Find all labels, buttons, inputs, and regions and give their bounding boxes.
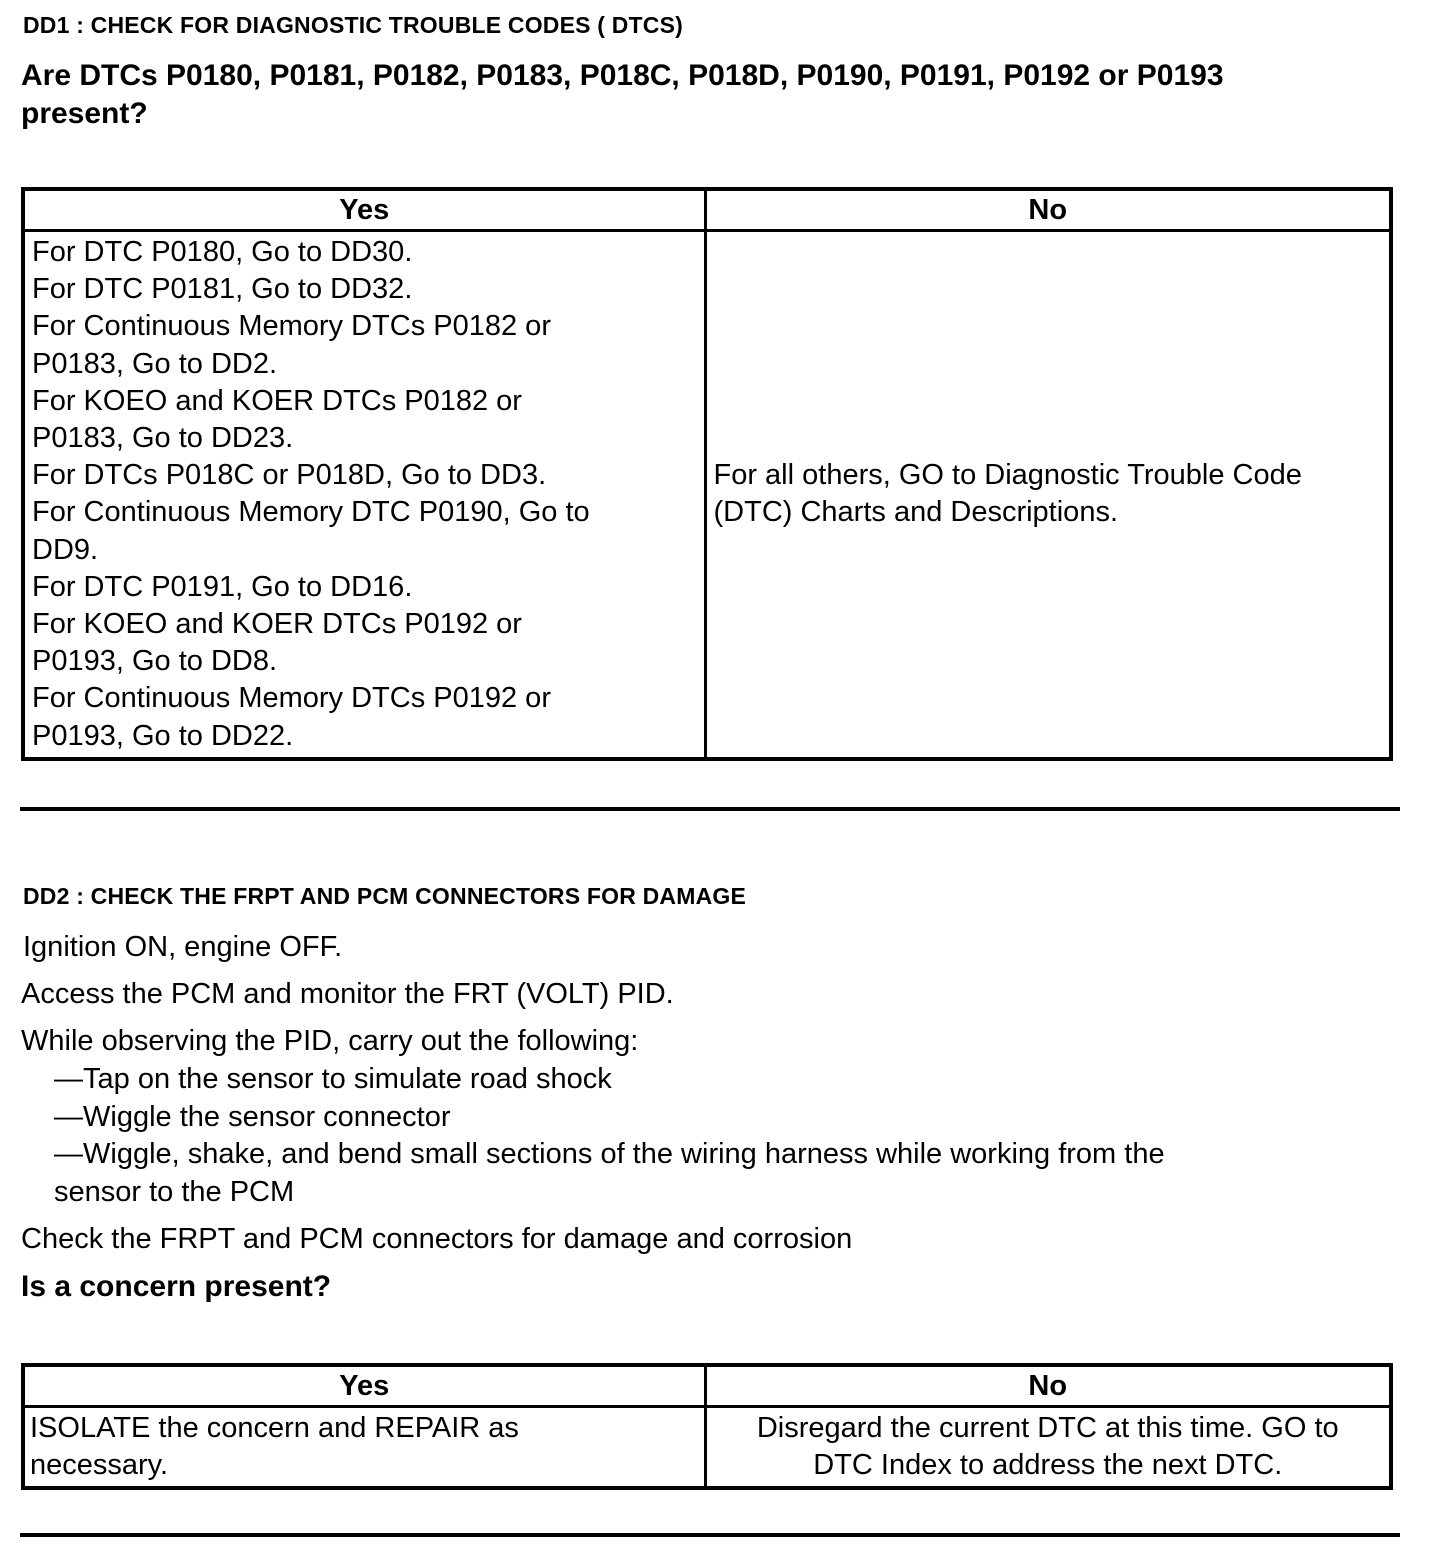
dd2-step-ignition: Ignition ON, engine OFF. [23, 931, 343, 963]
dd2-bullet-item: —Tap on the sensor to simulate road shock [54, 1063, 612, 1095]
dd1-no-header: No [705, 189, 1391, 231]
dd2-step-title: DD2 : CHECK THE FRPT AND PCM CONNECTORS FOR DAMAGE [23, 883, 747, 909]
dd2-bullet-item: —Wiggle the sensor connector [54, 1100, 451, 1133]
dd2-step-access-pcm: Access the PCM and monitor the FRT (VOLT) PID. [21, 978, 674, 1010]
dd2-bullet-item: sensor to the PCM [54, 1175, 295, 1208]
dd1-yes-line: For KOEO and KOER DTCs P0182 or [32, 384, 522, 417]
section-divider [20, 1533, 1400, 1537]
dd1-yes-line: P0193, Go to DD22. [32, 719, 294, 752]
dd1-yes-line: For Continuous Memory DTCs P0192 or [32, 682, 551, 715]
dd1-yes-line: P0193, Go to DD8. [32, 645, 278, 678]
dd1-yes-cell [23, 231, 705, 759]
dd2-no-cell [705, 1407, 1391, 1489]
dd1-yes-line: For Continuous Memory DTC P0190, Go to [32, 496, 590, 529]
section-divider [20, 807, 1400, 811]
dd1-answer-table [21, 187, 1393, 761]
dd2-step-observe-pid: While observing the PID, carry out the following: [21, 1025, 639, 1057]
dd1-yes-line: For DTC P0191, Go to DD16. [32, 570, 413, 603]
dd2-yes-cell [23, 1407, 705, 1489]
dd1-question-line: Are DTCs P0180, P0181, P0182, P0183, P018C, P018D, P0190, P0191, P0192 or P0193 [21, 59, 1224, 92]
dd1-question-line: present? [21, 97, 148, 130]
dd2-yes-line: necessary. [30, 1449, 169, 1482]
dd1-yes-line: P0183, Go to DD23. [32, 422, 294, 455]
dd1-yes-header: Yes [23, 189, 705, 231]
dd2-no-header: No [705, 1365, 1391, 1407]
dd1-no-cell [705, 231, 1391, 759]
dd1-yes-line: For KOEO and KOER DTCs P0192 or [32, 608, 522, 641]
dd1-yes-line: P0183, Go to DD2. [32, 347, 278, 380]
dd1-yes-line: For DTC P0180, Go to DD30. [32, 236, 413, 268]
dd2-step-check-connectors: Check the FRPT and PCM connectors for damage and corrosion [21, 1223, 853, 1255]
dd2-yes-header: Yes [23, 1365, 705, 1407]
dd2-no-line: Disregard the current DTC at this time. GO to [756, 1412, 1339, 1444]
dd1-yes-line: For DTCs P018C or P018D, Go to DD3. [32, 459, 547, 492]
dd2-yes-line: ISOLATE the concern and REPAIR as [30, 1412, 519, 1444]
dd1-yes-line: For Continuous Memory DTCs P0182 or [32, 310, 551, 343]
dd2-bullet-item: —Wiggle, shake, and bend small sections of the wiring harness while working from the [54, 1138, 1165, 1170]
dd2-bullet-list [54, 1061, 1165, 1211]
dd2-answer-table [21, 1363, 1393, 1490]
dd1-no-line: (DTC) Charts and Descriptions. [713, 496, 1118, 529]
dd1-yes-line: For DTC P0181, Go to DD32. [32, 273, 413, 306]
dd1-yes-line: DD9. [32, 533, 99, 566]
dd1-question [21, 57, 1224, 133]
dd2-question: Is a concern present? [21, 1270, 332, 1303]
dd1-no-line: For all others, GO to Diagnostic Trouble Code [713, 459, 1302, 492]
dd2-no-line: DTC Index to address the next DTC. [813, 1449, 1283, 1482]
dd1-step-title: DD1 : CHECK FOR DIAGNOSTIC TROUBLE CODES ( DTCS) [23, 12, 683, 38]
